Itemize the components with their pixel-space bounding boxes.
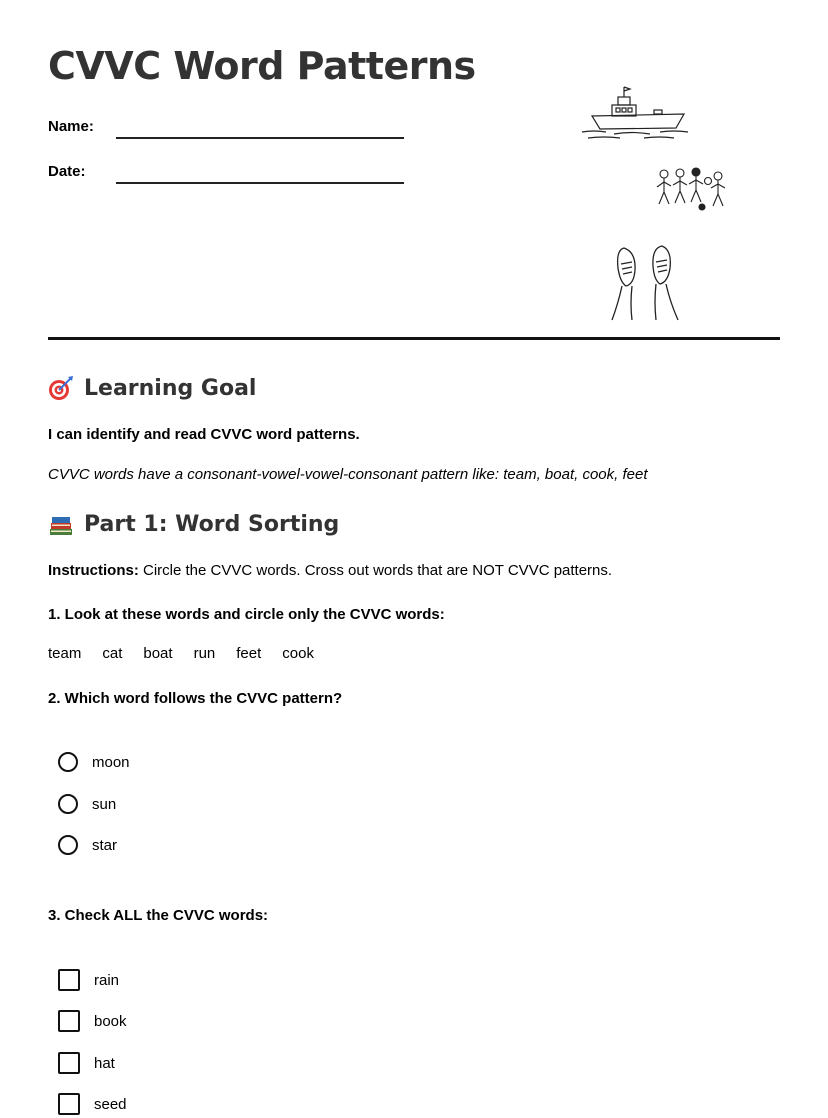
name-label: Name: (48, 118, 94, 135)
radio-label: sun (92, 795, 117, 813)
question-1-word-list (48, 645, 314, 662)
page-title: CVVC Word Patterns (48, 44, 476, 88)
radio-button[interactable] (58, 835, 78, 855)
word-option[interactable]: team (48, 645, 82, 662)
radio-option-moon[interactable] (58, 752, 130, 772)
checkbox[interactable] (58, 969, 80, 991)
word-option[interactable]: feet (236, 645, 262, 662)
checkbox-option-seed[interactable] (58, 1093, 127, 1115)
learning-goal-heading (48, 375, 256, 401)
name-field[interactable] (116, 137, 404, 139)
part1-heading (48, 511, 339, 537)
question-1-prompt: 1. Look at these words and circle only the CVVC words: (48, 606, 445, 623)
instructions (48, 562, 612, 579)
header-divider (48, 337, 780, 340)
part1-title: Part 1: Word Sorting (84, 511, 340, 537)
books-icon (48, 511, 74, 537)
learning-goal-explanation: CVVC words have a consonant-vowel-vowel-consonant pattern like: team, boat, cook, feet (48, 466, 648, 483)
boat-illustration (574, 84, 696, 140)
kids-soccer-illustration (652, 166, 734, 212)
learning-goal-title: Learning Goal (84, 375, 257, 401)
radio-label: moon (92, 753, 130, 771)
radio-label: star (92, 836, 118, 854)
word-option[interactable]: run (193, 645, 216, 662)
checkbox-label: seed (94, 1095, 127, 1113)
radio-option-sun[interactable] (58, 794, 116, 814)
checkbox[interactable] (58, 1052, 80, 1074)
radio-button[interactable] (58, 794, 78, 814)
checkbox-option-hat[interactable] (58, 1052, 115, 1074)
date-label: Date: (48, 163, 86, 180)
checkbox-label: hat (94, 1054, 115, 1072)
checkbox-option-rain[interactable] (58, 969, 119, 991)
question-3-prompt: 3. Check ALL the CVVC words: (48, 907, 269, 924)
instructions-text: Circle the CVVC words. Cross out words that are NOT CVVC patterns. (138, 562, 613, 579)
question-2-prompt: 2. Which word follows the CVVC pattern? (48, 690, 343, 707)
date-field[interactable] (116, 182, 404, 184)
checkbox-label: rain (94, 971, 120, 989)
word-option[interactable]: cat (102, 645, 123, 662)
checkbox-label: book (94, 1012, 127, 1030)
checkbox[interactable] (58, 1093, 80, 1115)
checkbox-option-book[interactable] (58, 1010, 127, 1032)
sneakers-illustration (608, 244, 682, 322)
word-option[interactable]: cook (282, 645, 314, 662)
learning-goal-statement: I can identify and read CVVC word patterns. (48, 426, 360, 443)
radio-option-star[interactable] (58, 835, 117, 855)
checkbox[interactable] (58, 1010, 80, 1032)
word-option[interactable]: boat (143, 645, 173, 662)
radio-button[interactable] (58, 752, 78, 772)
target-icon (48, 375, 74, 401)
instructions-label: Instructions: (48, 562, 139, 579)
